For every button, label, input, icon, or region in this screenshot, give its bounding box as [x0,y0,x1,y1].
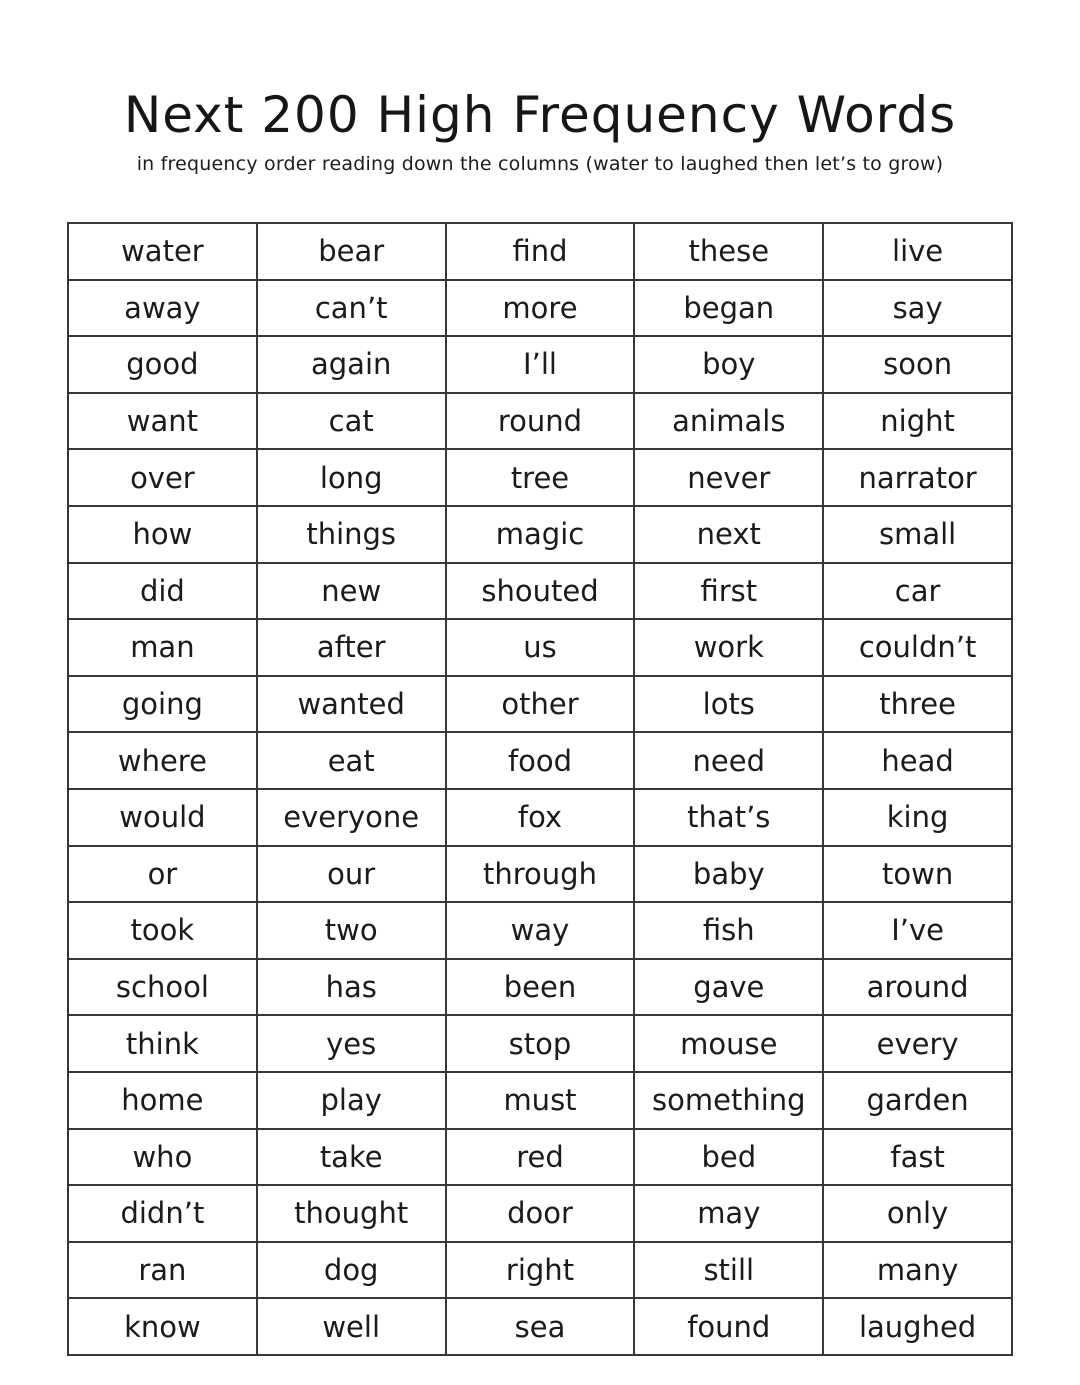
table-row [68,732,1012,789]
page-subtitle: in frequency order reading down the columns (water to laughed then let’s to grow) [136,153,944,175]
word-cell: thought [257,1185,446,1242]
word-cell: wanted [257,676,446,733]
table-row [68,1242,1012,1299]
word-cell: fast [823,1129,1012,1186]
word-cell: only [823,1185,1012,1242]
word-cell: animals [634,393,823,450]
table-row [68,506,1012,563]
word-cell: been [446,959,635,1016]
word-cell: ran [68,1242,257,1299]
table-row [68,619,1012,676]
word-cell: laughed [823,1298,1012,1355]
word-cell: mouse [634,1015,823,1072]
word-cell: around [823,959,1012,1016]
word-cell: didn’t [68,1185,257,1242]
word-cell: who [68,1129,257,1186]
word-cell: boy [634,336,823,393]
table-row [68,1129,1012,1186]
word-cell: head [823,732,1012,789]
word-cell: water [68,223,257,280]
table-row [68,959,1012,1016]
word-cell: fox [446,789,635,846]
word-cell: man [68,619,257,676]
word-cell: took [68,902,257,959]
word-cell: going [68,676,257,733]
word-cell: magic [446,506,635,563]
word-cell: king [823,789,1012,846]
word-cell: three [823,676,1012,733]
word-cell: stop [446,1015,635,1072]
word-cell: way [446,902,635,959]
word-table [67,222,1013,1356]
word-cell: bear [257,223,446,280]
word-cell: away [68,280,257,337]
word-cell: can’t [257,280,446,337]
word-cell: door [446,1185,635,1242]
word-cell: sea [446,1298,635,1355]
word-cell: that’s [634,789,823,846]
word-cell: fish [634,902,823,959]
word-cell: live [823,223,1012,280]
table-row [68,563,1012,620]
word-cell: lots [634,676,823,733]
word-cell: garden [823,1072,1012,1129]
word-cell: dog [257,1242,446,1299]
word-cell: round [446,393,635,450]
word-cell: never [634,449,823,506]
word-cell: two [257,902,446,959]
word-cell: after [257,619,446,676]
word-cell: want [68,393,257,450]
word-cell: say [823,280,1012,337]
table-row [68,280,1012,337]
word-cell: home [68,1072,257,1129]
word-cell: more [446,280,635,337]
word-cell: I’ve [823,902,1012,959]
word-cell: school [68,959,257,1016]
word-cell: or [68,846,257,903]
word-cell: next [634,506,823,563]
word-cell: long [257,449,446,506]
word-cell: night [823,393,1012,450]
word-cell: would [68,789,257,846]
word-cell: I’ll [446,336,635,393]
table-row [68,1298,1012,1355]
word-table-body [68,223,1012,1355]
word-cell: over [68,449,257,506]
word-cell: everyone [257,789,446,846]
word-cell: need [634,732,823,789]
table-row [68,336,1012,393]
table-row [68,789,1012,846]
word-cell: still [634,1242,823,1299]
word-cell: things [257,506,446,563]
table-row [68,676,1012,733]
word-cell: narrator [823,449,1012,506]
word-cell: these [634,223,823,280]
table-row [68,902,1012,959]
table-row [68,449,1012,506]
word-cell: red [446,1129,635,1186]
word-cell: gave [634,959,823,1016]
word-cell: something [634,1072,823,1129]
word-cell: right [446,1242,635,1299]
page-header [0,0,1080,175]
word-cell: began [634,280,823,337]
word-cell: town [823,846,1012,903]
word-cell: other [446,676,635,733]
word-cell: cat [257,393,446,450]
word-cell: has [257,959,446,1016]
word-cell: play [257,1072,446,1129]
word-cell: found [634,1298,823,1355]
word-cell: bed [634,1129,823,1186]
table-row [68,1072,1012,1129]
word-cell: through [446,846,635,903]
word-cell: car [823,563,1012,620]
word-cell: new [257,563,446,620]
table-row [68,223,1012,280]
word-cell: find [446,223,635,280]
word-cell: every [823,1015,1012,1072]
word-cell: did [68,563,257,620]
word-cell: take [257,1129,446,1186]
word-cell: may [634,1185,823,1242]
word-cell: shouted [446,563,635,620]
table-row [68,393,1012,450]
word-cell: again [257,336,446,393]
word-cell: tree [446,449,635,506]
word-cell: think [68,1015,257,1072]
table-row [68,1185,1012,1242]
word-table-container [67,222,1013,1356]
word-cell: small [823,506,1012,563]
table-row [68,846,1012,903]
word-cell: soon [823,336,1012,393]
word-cell: many [823,1242,1012,1299]
table-row [68,1015,1012,1072]
word-cell: eat [257,732,446,789]
word-cell: must [446,1072,635,1129]
word-cell: baby [634,846,823,903]
word-cell: work [634,619,823,676]
word-cell: how [68,506,257,563]
word-cell: us [446,619,635,676]
word-cell: good [68,336,257,393]
word-cell: couldn’t [823,619,1012,676]
word-cell: well [257,1298,446,1355]
page-title: Next 200 High Frequency Words [123,86,957,144]
word-cell: know [68,1298,257,1355]
word-cell: first [634,563,823,620]
word-cell: where [68,732,257,789]
word-cell: food [446,732,635,789]
word-cell: our [257,846,446,903]
word-cell: yes [257,1015,446,1072]
